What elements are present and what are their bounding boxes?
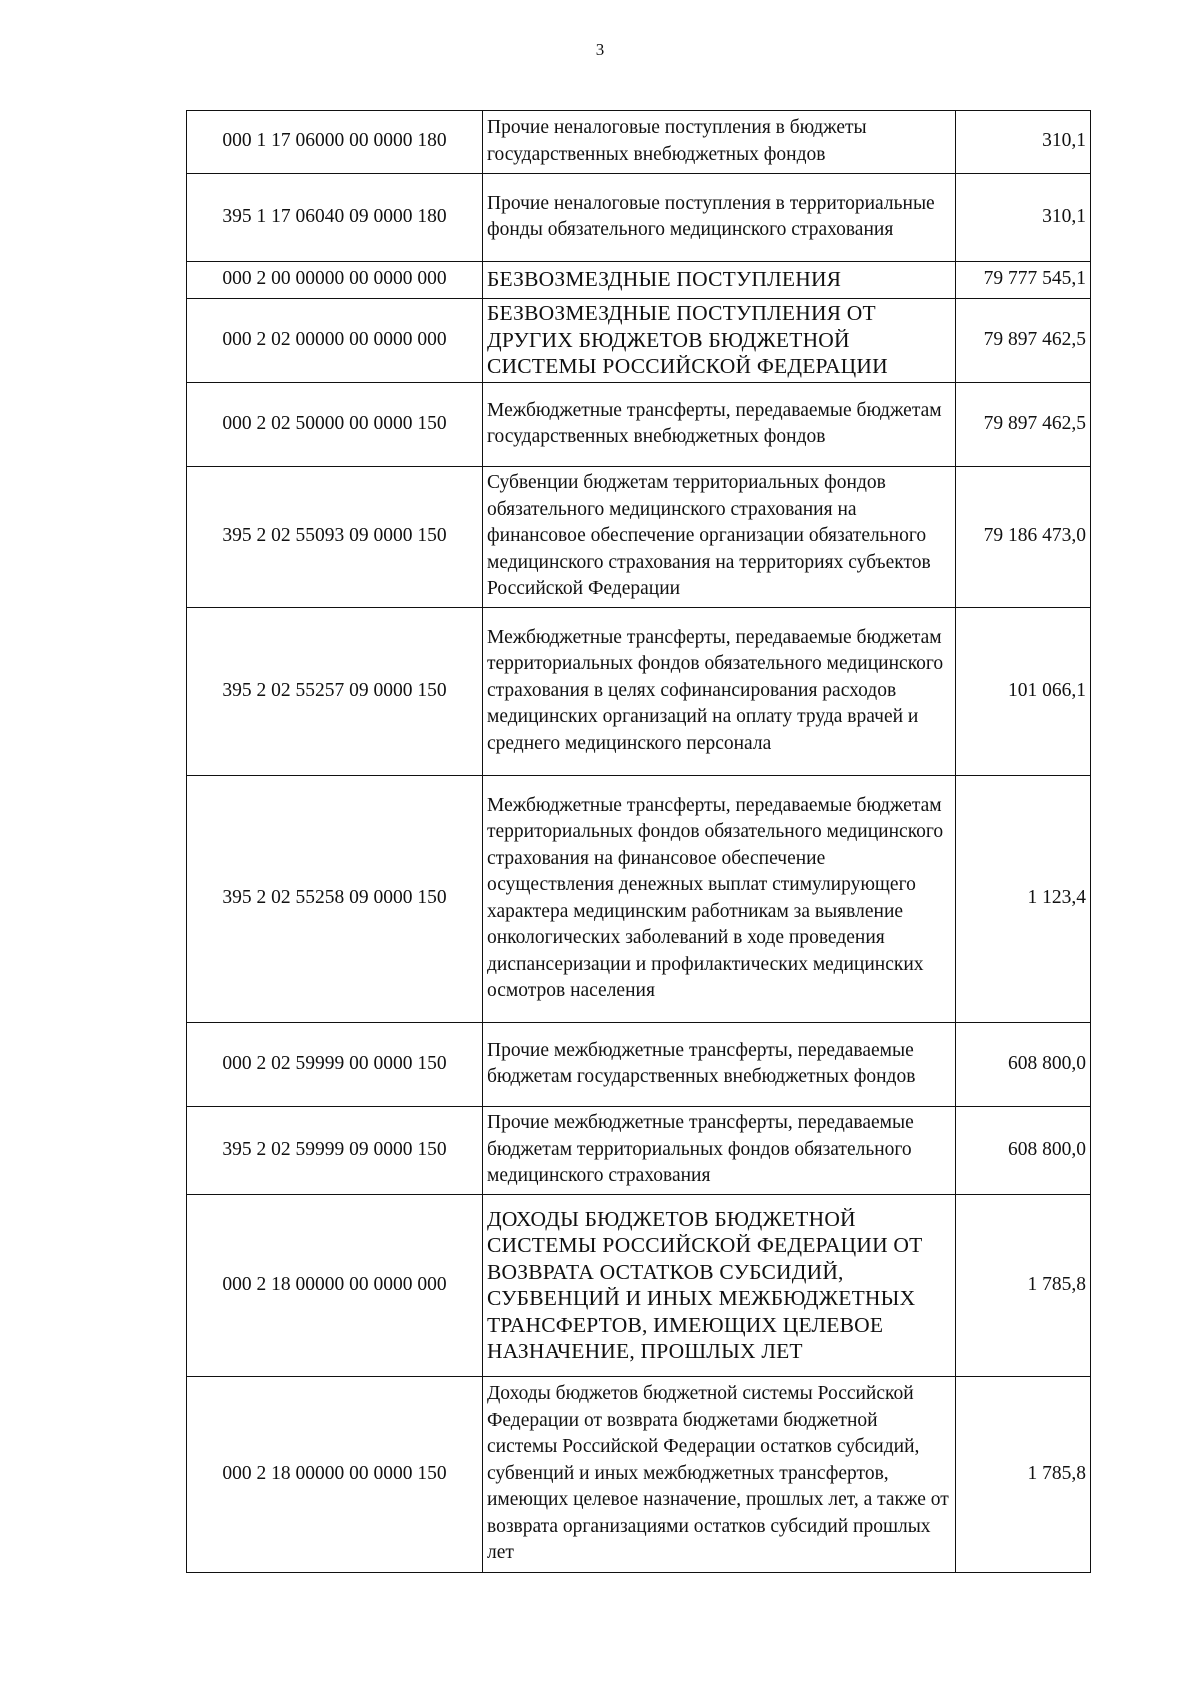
amount-cell: 1 785,8 <box>956 1195 1091 1377</box>
revenue-name-cell: Прочие неналоговые поступления в территориальные фонды обязательного медицинского страхования <box>483 174 956 262</box>
table-row <box>187 174 1091 262</box>
budget-code-cell: 000 2 18 00000 00 0000 150 <box>187 1377 483 1573</box>
revenue-name-cell: Прочие неналоговые поступления в бюджеты государственных внебюджетных фондов <box>483 111 956 174</box>
revenue-name-cell: Прочие межбюджетные трансферты, передаваемые бюджетам территориальных фондов обязательного медицинского страхования <box>483 1107 956 1195</box>
page-number: 3 <box>595 40 605 59</box>
budget-code-cell: 000 2 18 00000 00 0000 000 <box>187 1195 483 1377</box>
amount-cell: 79 186 473,0 <box>956 467 1091 608</box>
revenue-name-cell: БЕЗВОЗМЕЗДНЫЕ ПОСТУПЛЕНИЯ ОТ ДРУГИХ БЮДЖЕТОВ БЮДЖЕТНОЙ СИСТЕМЫ РОССИЙСКОЙ ФЕДЕРАЦИИ <box>483 299 956 383</box>
budget-code-cell: 000 2 02 59999 00 0000 150 <box>187 1023 483 1107</box>
table-row <box>187 1195 1091 1377</box>
amount-cell: 101 066,1 <box>956 608 1091 776</box>
amount-cell: 1 785,8 <box>956 1377 1091 1573</box>
amount-cell: 1 123,4 <box>956 776 1091 1023</box>
amount-cell: 608 800,0 <box>956 1023 1091 1107</box>
budget-code-cell: 395 2 02 55257 09 0000 150 <box>187 608 483 776</box>
revenue-name-cell: Субвенции бюджетам территориальных фондов обязательного медицинского страхования на финансовое обеспечение организации обязательного медицинского страхования на территориях субъектов Российской Федерации <box>483 467 956 608</box>
table-row <box>187 383 1091 467</box>
budget-code-cell: 395 2 02 55093 09 0000 150 <box>187 467 483 608</box>
budget-code-cell: 000 1 17 06000 00 0000 180 <box>187 111 483 174</box>
revenue-name-cell: Межбюджетные трансферты, передаваемые бюджетам территориальных фондов обязательного медицинского страхования на финансовое обеспечение осуществления денежных выплат стимулирующего характера медицинским работникам за выявление онкологических заболеваний в ходе проведения диспансеризации и профилактических медицинских осмотров населения <box>483 776 956 1023</box>
revenue-name-cell: Межбюджетные трансферты, передаваемые бюджетам государственных внебюджетных фондов <box>483 383 956 467</box>
amount-cell: 79 897 462,5 <box>956 383 1091 467</box>
budget-code-cell: 395 2 02 59999 09 0000 150 <box>187 1107 483 1195</box>
amount-cell: 310,1 <box>956 174 1091 262</box>
table-row <box>187 299 1091 383</box>
table-row <box>187 1023 1091 1107</box>
amount-cell: 79 897 462,5 <box>956 299 1091 383</box>
budget-code-cell: 000 2 02 50000 00 0000 150 <box>187 383 483 467</box>
revenue-name-cell: ДОХОДЫ БЮДЖЕТОВ БЮДЖЕТНОЙ СИСТЕМЫ РОССИЙСКОЙ ФЕДЕРАЦИИ ОТ ВОЗВРАТА ОСТАТКОВ СУБСИДИЙ, СУБВЕНЦИЙ И ИНЫХ МЕЖБЮДЖЕТНЫХ ТРАНСФЕРТОВ, ИМЕЮЩИХ ЦЕЛЕВОЕ НАЗНАЧЕНИЕ, ПРОШЛЫХ ЛЕТ <box>483 1195 956 1377</box>
budget-code-cell: 395 1 17 06040 09 0000 180 <box>187 174 483 262</box>
table-row <box>187 262 1091 299</box>
budget-code-cell: 395 2 02 55258 09 0000 150 <box>187 776 483 1023</box>
amount-cell: 608 800,0 <box>956 1107 1091 1195</box>
budget-code-cell: 000 2 02 00000 00 0000 000 <box>187 299 483 383</box>
table-row <box>187 776 1091 1023</box>
revenue-name-cell: Доходы бюджетов бюджетной системы Российской Федерации от возврата бюджетами бюджетной системы Российской Федерации остатков субсидий, субвенций и иных межбюджетных трансфертов, имеющих целевое назначение, прошлых лет, а также от возврата организациями остатков субсидий прошлых лет <box>483 1377 956 1573</box>
table-row <box>187 111 1091 174</box>
revenue-name-cell: Прочие межбюджетные трансферты, передаваемые бюджетам государственных внебюджетных фондов <box>483 1023 956 1107</box>
revenue-name-cell: БЕЗВОЗМЕЗДНЫЕ ПОСТУПЛЕНИЯ <box>483 262 956 299</box>
revenue-table <box>186 110 1091 1573</box>
table-row <box>187 1107 1091 1195</box>
table-row <box>187 467 1091 608</box>
amount-cell: 310,1 <box>956 111 1091 174</box>
table-row <box>187 608 1091 776</box>
table-row <box>187 1377 1091 1573</box>
amount-cell: 79 777 545,1 <box>956 262 1091 299</box>
revenue-name-cell: Межбюджетные трансферты, передаваемые бюджетам территориальных фондов обязательного медицинского страхования в целях софинансирования расходов медицинских организаций на оплату труда врачей и среднего медицинского персонала <box>483 608 956 776</box>
budget-code-cell: 000 2 00 00000 00 0000 000 <box>187 262 483 299</box>
